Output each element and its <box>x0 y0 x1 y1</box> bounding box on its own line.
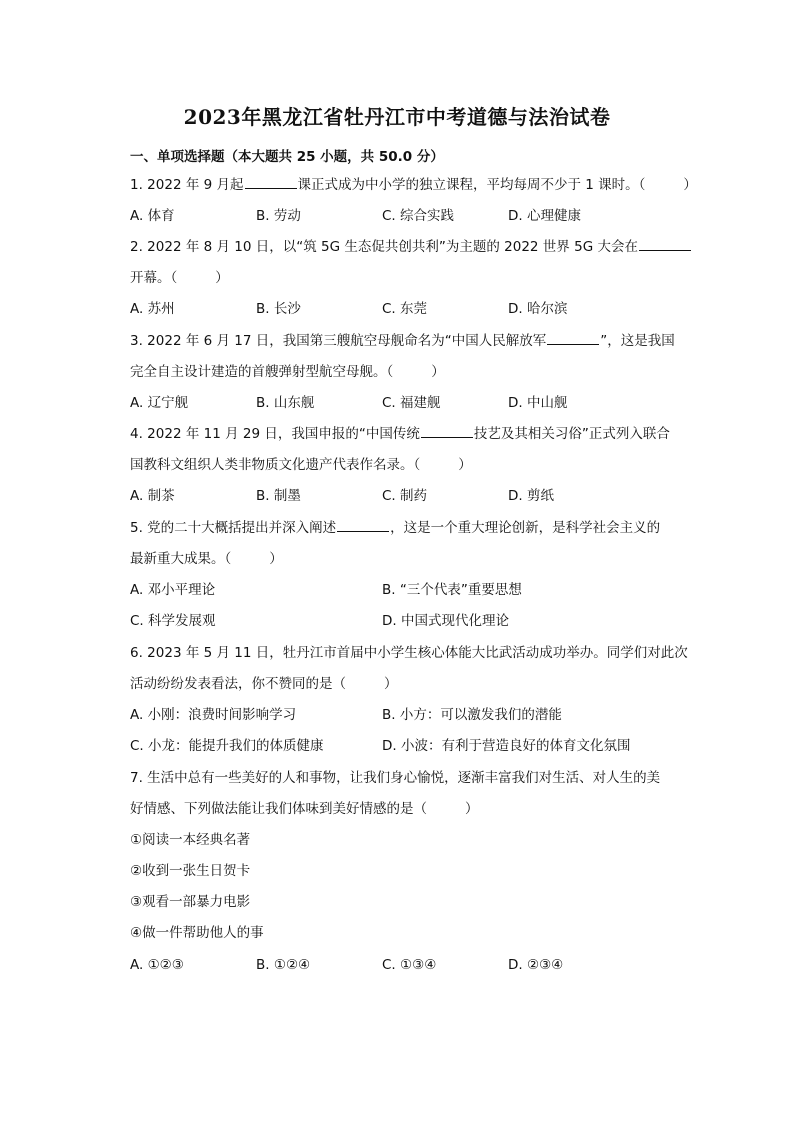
question-text: ） <box>384 676 398 692</box>
question-text: ） <box>683 177 697 193</box>
question-text: 1. 2022 年 9 月起 <box>130 177 244 193</box>
option-c: C. 制药 <box>382 488 428 504</box>
question-text: 2. 2022 年 8 月 10 日，以“筑 5G 生态促共创共利”为主题的 2022 世界 5G 大会在 <box>130 239 638 255</box>
question-text: 6. 2023 年 5 月 11 日，牡丹江市首届中小学生核心体能大比武活动成功举办。同学们对此次 <box>130 645 688 661</box>
question-text: 好情感、下列做法能让我们体味到美好情感的是（ <box>130 801 427 817</box>
option-c: C. ①③④ <box>382 957 437 973</box>
option-d: D. ②③④ <box>508 957 564 973</box>
question-text: 开幕。（ <box>130 270 178 286</box>
question-text: ） <box>458 457 472 473</box>
option-b: B. 小方：可以激发我们的潜能 <box>382 707 562 723</box>
section-heading: 一、单项选择题（本大题共 25 小题，共 50.0 分） <box>130 149 444 165</box>
option-d: D. 剪纸 <box>508 488 554 504</box>
question-text: 3. 2022 年 6 月 17 日，我国第三艘航空母舰命名为“中国人民解放军 <box>130 333 547 349</box>
option-b: B. “三个代表”重要思想 <box>382 582 522 598</box>
question-1 <box>130 176 697 194</box>
question-4 <box>130 425 670 443</box>
option-a: A. 体育 <box>130 208 175 224</box>
question-text: 技艺及其相关习俗”正式列入联合 <box>473 426 670 442</box>
question-text: ”，这是我国 <box>600 333 675 349</box>
option-d: D. 小波：有利于营造良好的体育文化氛围 <box>382 738 631 754</box>
option-d: D. 中山舰 <box>508 395 568 411</box>
statement-3: ③观看一部暴力电影 <box>130 894 251 910</box>
answer-blank <box>421 425 473 438</box>
question-6 <box>130 644 688 662</box>
question-text: ） <box>431 364 445 380</box>
question-text: ） <box>465 801 479 817</box>
exam-title: 2023年黑龙江省牡丹江市中考道德与法治试卷 <box>183 105 611 129</box>
option-c: C. 小龙：能提升我们的体质健康 <box>130 738 324 754</box>
option-a: A. 苏州 <box>130 301 175 317</box>
question-5-cont <box>130 550 283 568</box>
question-3-cont <box>130 363 445 381</box>
option-b: B. 劳动 <box>256 208 301 224</box>
option-d: D. 哈尔滨 <box>508 301 568 317</box>
option-b: B. 制墨 <box>256 488 301 504</box>
question-text: ） <box>269 551 283 567</box>
question-text: 国教科文组织人类非物质文化遗产代表作名录。（ <box>130 457 421 473</box>
option-d: D. 心理健康 <box>508 208 581 224</box>
option-c: C. 福建舰 <box>382 395 441 411</box>
statement-1: ①阅读一本经典名著 <box>130 832 251 848</box>
answer-blank <box>639 238 691 251</box>
question-2-cont <box>130 269 229 287</box>
option-a: A. 小刚：浪费时间影响学习 <box>130 707 297 723</box>
option-b: B. 长沙 <box>256 301 301 317</box>
question-5 <box>130 519 660 537</box>
statement-4: ④做一件帮助他人的事 <box>130 925 264 941</box>
option-b: B. ①②④ <box>256 957 311 973</box>
option-a: A. ①②③ <box>130 957 184 973</box>
question-6-cont <box>130 675 398 693</box>
question-text: 完全自主设计建造的首艘弹射型航空母舰。（ <box>130 364 394 380</box>
question-2 <box>130 238 692 256</box>
answer-blank <box>547 332 599 345</box>
question-text: 最新重大成果。（ <box>130 551 232 567</box>
question-text: 7. 生活中总有一些美好的人和事物，让我们身心愉悦，逐渐丰富我们对生活、对人生的美 <box>130 770 661 786</box>
question-text: ，这是一个重大理论创新，是科学社会主义的 <box>390 520 661 536</box>
question-4-cont <box>130 456 472 474</box>
question-text: 5. 党的二十大概括提出并深入阐述 <box>130 520 337 536</box>
option-c: C. 综合实践 <box>382 208 455 224</box>
option-d: D. 中国式现代化理论 <box>382 613 509 629</box>
answer-blank <box>337 519 389 532</box>
statement-2: ②收到一张生日贺卡 <box>130 863 251 879</box>
option-c: C. 东莞 <box>382 301 428 317</box>
option-b: B. 山东舰 <box>256 395 315 411</box>
question-text: 活动纷纷发表看法，你不赞同的是（ <box>130 676 346 692</box>
option-a: A. 邓小平理论 <box>130 582 216 598</box>
question-text: ） <box>215 270 229 286</box>
question-7-cont <box>130 800 479 818</box>
question-text: 课正式成为中小学的独立课程，平均每周不少于 1 课时。（ <box>297 177 646 193</box>
question-7 <box>130 769 660 787</box>
question-text: 4. 2022 年 11 月 29 日，我国申报的“中国传统 <box>130 426 420 442</box>
answer-blank <box>245 176 297 189</box>
option-a: A. 制茶 <box>130 488 175 504</box>
option-a: A. 辽宁舰 <box>130 395 189 411</box>
question-3 <box>130 332 675 350</box>
option-c: C. 科学发展观 <box>130 613 216 629</box>
